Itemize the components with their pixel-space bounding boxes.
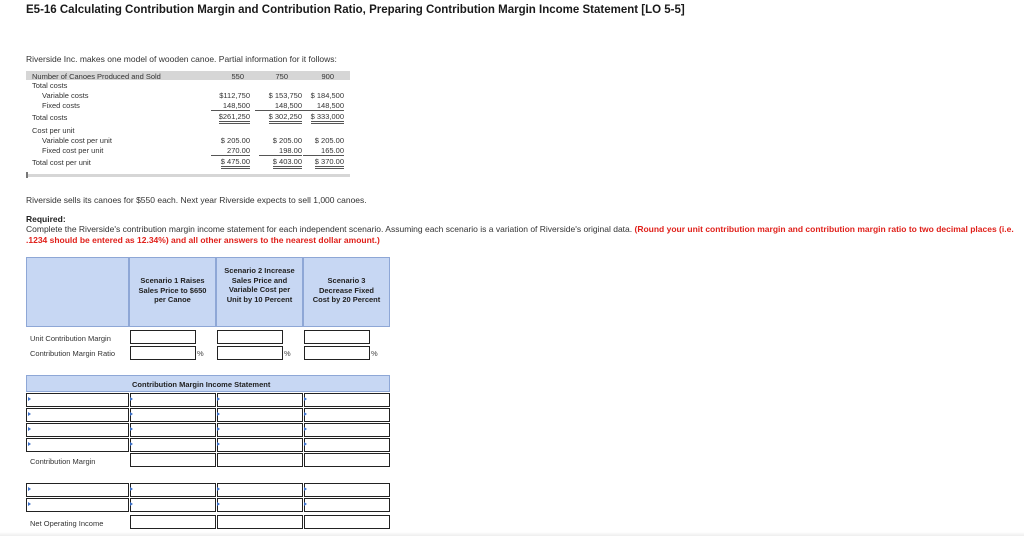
page-title: E5-16 Calculating Contribution Margin and Contribution Ratio, Preparing Contribution Margin Income Statement [LO 5-5] [26,4,685,16]
units-900: 900 [321,72,334,81]
stmt-row3-label-input[interactable] [26,423,129,437]
noi-s1-input[interactable] [130,515,216,529]
variable-costs-550: $112,750 [219,91,250,100]
stmt-row3-s1-input[interactable] [130,423,216,437]
stmt-row5-label-input[interactable] [26,483,129,497]
row-marker-icon [217,442,220,446]
cost-data-table [26,71,350,167]
variable-costs-750: $ 153,750 [268,91,302,100]
row-marker-icon [217,397,220,401]
scenario2-header: Scenario 2 Increase Sales Price and Variable Cost per Unit by 10 Percent [216,257,303,327]
row-marker-icon [28,502,31,506]
row-marker-icon [130,502,133,506]
variable-per-unit-550: $ 205.00 [220,136,250,145]
row-marker-icon [304,412,307,416]
fixed-costs-750: 148,500 [255,101,302,111]
noi-s2-input[interactable] [217,515,303,529]
total-costs-row-label: Total costs [32,113,68,122]
stmt-row1-s3-input[interactable] [304,393,390,407]
fixed-per-unit-label: Fixed cost per unit [42,146,104,155]
required-instructions: Complete the Riverside's contribution margin income statement for each independent scenario. Assuming each scenario is a variation of Riverside's original data. [26,224,633,234]
stmt-row4-label-input[interactable] [26,438,129,452]
rounding-note: (Round your unit contribution margin and contribution margin ratio to two decimal places (i.e. .1234 should be entered as 12.34%) and all other answers to the nearest dollar amount.) [26,224,1014,245]
cm-s3-input[interactable] [304,453,390,467]
cm-ratio-s1-input[interactable] [130,346,196,360]
total-per-unit-750: $ 403.00 [273,157,302,169]
stmt-row1-s2-input[interactable] [217,393,303,407]
row-marker-icon [304,487,307,491]
row-marker-icon [217,412,220,416]
stmt-row4-s3-input[interactable] [304,438,390,452]
stmt-row6-s1-input[interactable] [130,498,216,512]
stmt-row5-s1-input[interactable] [130,483,216,497]
row-marker-icon [28,397,31,401]
total-per-unit-label: Total cost per unit [32,158,91,167]
variable-per-unit-750: $ 205.00 [272,136,302,145]
stmt-row3-s2-input[interactable] [217,423,303,437]
row-marker-icon [28,427,31,431]
bottom-shadow [0,532,1024,536]
stmt-row2-s3-input[interactable] [304,408,390,422]
total-costs-750: $ 302,250 [269,112,302,124]
cm-ratio-label: Contribution Margin Ratio [30,349,116,358]
variable-per-unit-900: $ 205.00 [314,136,344,145]
cm-s1-input[interactable] [130,453,216,467]
row-marker-icon [28,412,31,416]
total-costs-row [26,110,350,122]
total-per-unit-row [26,155,350,167]
stmt-row2-s2-input[interactable] [217,408,303,422]
row-marker-icon [304,397,307,401]
stmt-row2-label-input[interactable] [26,408,129,422]
stmt-row6-label-input[interactable] [26,498,129,512]
variable-costs-label: Variable costs [42,91,89,100]
row-marker-icon [130,487,133,491]
row-marker-icon [217,502,220,506]
row-marker-icon [28,487,31,491]
variable-costs-900: $ 184,500 [310,91,344,100]
row-marker-icon [304,502,307,506]
row-marker-icon [217,487,220,491]
answer-grid [26,257,390,536]
fixed-per-unit-900: 165.00 [303,146,344,156]
header-blank-cell [26,257,129,327]
sells-text: Riverside sells its canoes for $550 each. Next year Riverside expects to sell 1,000 canoes. [26,195,367,205]
row-marker-icon [217,427,220,431]
total-costs-heading: Total costs [32,81,68,90]
row-marker-icon [28,442,31,446]
noi-s3-input[interactable] [304,515,390,529]
fixed-costs-900: 148,500 [299,101,344,111]
total-costs-heading-row [26,80,350,90]
stmt-row1-s1-input[interactable] [130,393,216,407]
units-header-label: Number of Canoes Produced and Sold [32,72,161,81]
stmt-row2-s1-input[interactable] [130,408,216,422]
table-bottom-bar [26,174,350,177]
statement-title: Contribution Margin Income Statement [132,380,271,389]
cm-ratio-s3-input[interactable] [304,346,370,360]
unit-cm-s1-input[interactable] [130,330,196,344]
total-costs-550: $261,250 [219,112,250,124]
scenario1-header: Scenario 1 Raises Sales Price to $650 per Canoe [129,257,216,327]
intro-text: Riverside Inc. makes one model of wooden canoe. Partial information for it follows: [26,54,337,64]
cm-ratio-s2-input[interactable] [217,346,283,360]
contribution-margin-label: Contribution Margin [30,457,96,466]
cost-per-unit-heading-row [26,125,350,135]
stmt-row5-s2-input[interactable] [217,483,303,497]
fixed-costs-550: 148,500 [211,101,250,111]
row-marker-icon [130,442,133,446]
variable-per-unit-label: Variable cost per unit [42,136,112,145]
stmt-row4-s1-input[interactable] [130,438,216,452]
cm-ratio-s2-percent: % [284,349,291,358]
row-marker-icon [304,427,307,431]
row-marker-icon [130,397,133,401]
variable-costs-row [26,90,350,100]
total-per-unit-900: $ 370.00 [315,157,344,169]
units-750: 750 [275,72,288,81]
fixed-per-unit-row [26,145,350,155]
units-550: 550 [231,72,244,81]
cm-ratio-s3-percent: % [371,349,378,358]
unit-cm-s2-input[interactable] [217,330,283,344]
stmt-row3-s3-input[interactable] [304,423,390,437]
row-marker-icon [130,427,133,431]
scenario3-header: Scenario 3 Decrease Fixed Cost by 20 Percent [303,257,390,327]
stmt-row1-label-input[interactable] [26,393,129,407]
fixed-costs-row [26,100,350,110]
stmt-row6-s2-input[interactable] [217,498,303,512]
total-costs-900: $ 333,000 [311,112,344,124]
unit-cm-label: Unit Contribution Margin [30,334,111,343]
table-bottom-stub [26,172,28,178]
stmt-row5-s3-input[interactable] [304,483,390,497]
row-marker-icon [130,412,133,416]
stmt-row6-s3-input[interactable] [304,498,390,512]
stmt-row4-s2-input[interactable] [217,438,303,452]
required-heading: Required: [26,214,66,224]
total-per-unit-550: $ 475.00 [221,157,250,169]
fixed-costs-label: Fixed costs [42,101,80,110]
row-marker-icon [304,442,307,446]
units-header-row [26,71,350,80]
cost-per-unit-heading: Cost per unit [32,126,75,135]
variable-per-unit-row [26,135,350,145]
cm-s2-input[interactable] [217,453,303,467]
cm-ratio-s1-percent: % [197,349,204,358]
net-operating-income-label: Net Operating Income [30,519,104,528]
fixed-per-unit-750: 198.00 [259,146,302,156]
unit-cm-s3-input[interactable] [304,330,370,344]
required-text [26,224,1016,245]
fixed-per-unit-550: 270.00 [211,146,250,156]
